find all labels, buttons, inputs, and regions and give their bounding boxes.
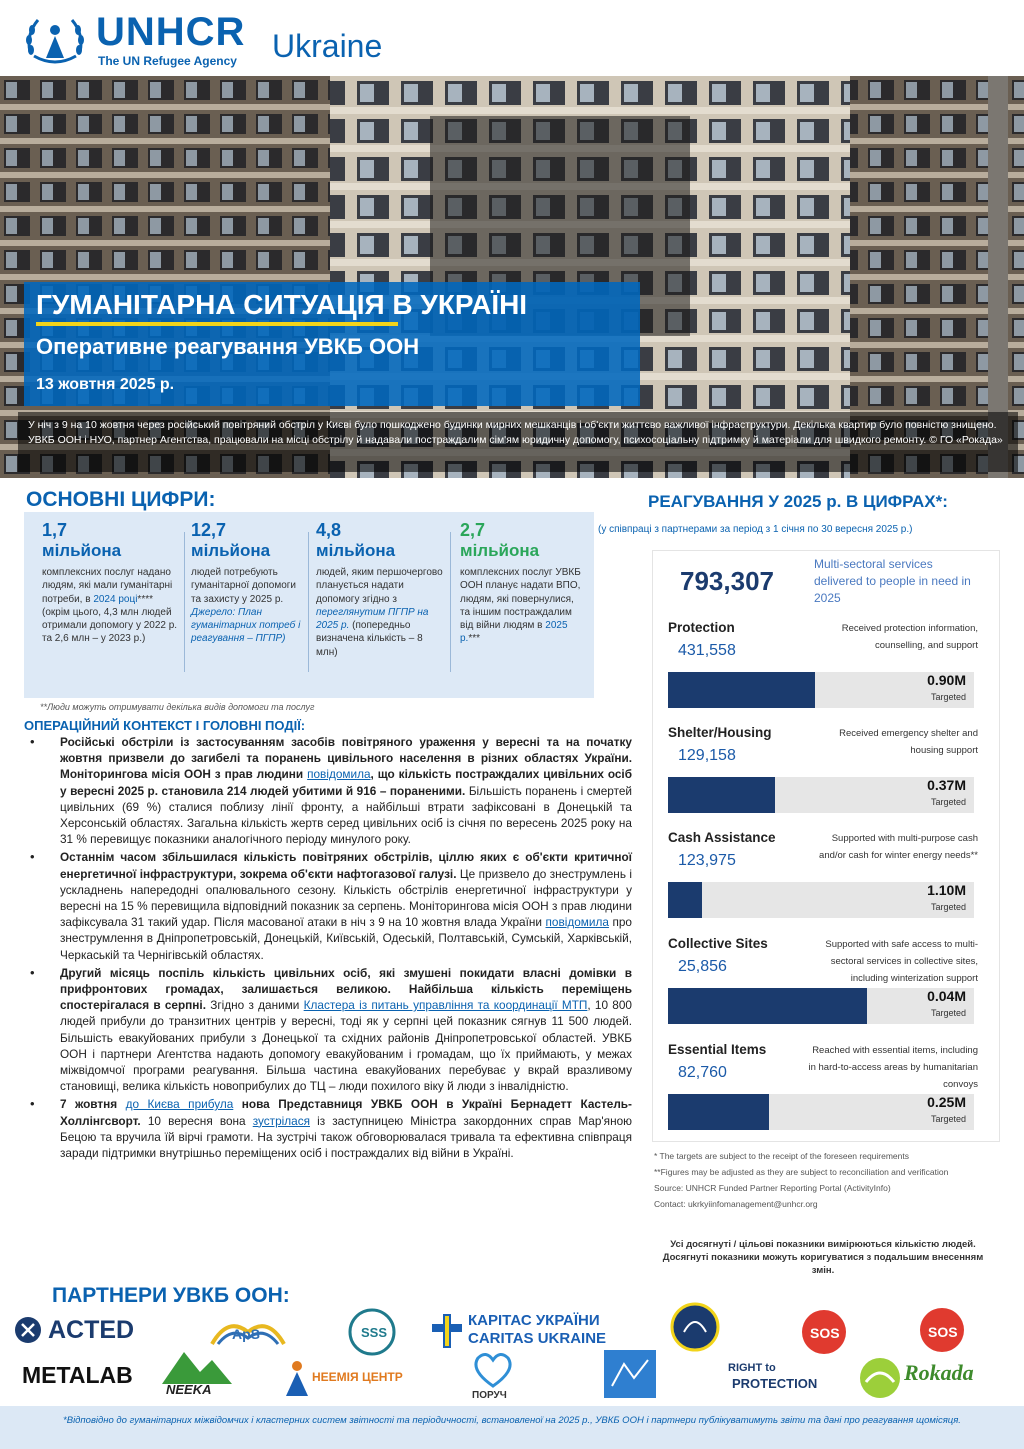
report-date: 13 жовтня 2025 р. [36, 376, 175, 393]
desc-text: комплексних послуг надано людям, які мали гуманітарні потреби, в [42, 567, 173, 605]
sector-value: 129,158 [678, 747, 736, 764]
partner-sos-2: SOS [928, 1324, 958, 1340]
bold-text: нова Представниця УВКБ ООН в Україні Бернадетт Кастель-Холлінгсворт. [60, 1097, 632, 1128]
link[interactable]: до Києва прибула [125, 1097, 234, 1112]
sector-essential-items [668, 1042, 978, 1134]
key-figure-unit: мільйона [191, 541, 271, 560]
target-label: Targeted [930, 1114, 966, 1124]
key-figure-unit: мільйона [42, 541, 122, 560]
desc-text: людей потребують гуманітарної допомоги та захисту у 2025 р. [191, 567, 296, 605]
partner-round-logo-icon [670, 1302, 720, 1352]
bold-text: , що кількість постраждалих цивільних осіб у вересні 2025 р. становила 214 людей убитими й 916 – пораненими. [60, 767, 633, 798]
key-figure-number: 1,7 [42, 520, 68, 540]
acted-icon [14, 1316, 42, 1344]
desc-link[interactable]: 2024 році [93, 593, 138, 605]
key-figure-unit: мільйона [460, 541, 540, 560]
response-subtitle: (у співпраці з партнерами за період з 1 січня по 30 вересня 2025 р.) [598, 524, 913, 535]
target-label: Targeted [930, 902, 966, 912]
partner-caritas-ua: КАРІТАС УКРАЇНИ [468, 1312, 600, 1329]
sector-note: Received protection information, counselling, and support [841, 623, 978, 651]
partner-sos: SOS [810, 1325, 840, 1341]
divider [308, 532, 309, 672]
link[interactable]: Кластера із питань управління та координації МТП [303, 998, 588, 1013]
footer [0, 1406, 1024, 1449]
target-label: Targeted [930, 797, 966, 807]
partner-metalab: METALAB [22, 1362, 133, 1388]
sector-note: Received emergency shelter and housing support [839, 728, 978, 756]
brand-tagline: The UN Refugee Agency [98, 54, 237, 68]
context-title: ОПЕРАЦІЙНИЙ КОНТЕКСТ І ГОЛОВНІ ПОДІЇ: [24, 718, 306, 733]
key-figures-title: ОСНОВНІ ЦИФРИ: [26, 488, 216, 511]
caritas-cross-icon [432, 1314, 462, 1348]
contact-link[interactable]: Contact: ukrkyiinfomanagement@unhcr.org [654, 1199, 818, 1209]
sector-note: Reached with essential items, including in hard-to-access areas by humanitarian convoys [808, 1045, 978, 1090]
divider [184, 532, 185, 672]
key-figure-number: 4,8 [316, 520, 342, 540]
link[interactable]: повідомила [545, 915, 609, 930]
sector-value: 25,856 [678, 958, 727, 975]
sector-note: Supported with multi-purpose cash and/or cash for winter energy needs** [819, 833, 978, 861]
key-figure-3 [316, 520, 444, 659]
sector-target: 0.25M [927, 1094, 966, 1110]
sector-name: Shelter/Housing [668, 725, 772, 740]
text: із заступницею Міністра закордонних справ Мар'яною Бецою та вручила їй вірчі грамоти. На зустрічі також обговорювалася тривала та ефективна співпраця заради підтримки внутрішньо переміщених осіб і постраждалих від війни в Україні. [60, 1113, 632, 1161]
divider [450, 532, 451, 672]
partner-blue-logo-icon [604, 1350, 656, 1398]
total-services-label: Multi-sectoral services delivered to people in need in 2025 [814, 557, 971, 605]
sector-collective-sites [668, 936, 978, 1028]
unhcr-logo-icon [24, 12, 86, 70]
text: про знеструмлення в Дніпропетровській, Донецькій, Київській, Одеській, Полтавській, Сумській, Харківській, Черкаській та Чернігівській областях. [60, 915, 632, 962]
link[interactable]: повідомила [307, 767, 371, 782]
partner-poruch: ПОРУЧ [472, 1390, 507, 1401]
poruch-heart-icon [468, 1350, 518, 1390]
sector-target: 0.37M [927, 777, 966, 793]
desc-link[interactable]: 2025 р. [460, 620, 568, 645]
progress-fill [668, 1094, 769, 1130]
key-figure-number: 12,7 [191, 520, 227, 540]
partner-nehemia: НЕЕМІЯ ЦЕНТР [312, 1370, 403, 1384]
rokada-logo-icon [858, 1356, 902, 1400]
key-figure-unit: мільйона [316, 541, 396, 560]
text: 10 вересня вона [140, 1113, 253, 1128]
key-figure-1 [42, 520, 178, 646]
sector-note: Supported with safe access to multi-sectoral services in collective sites, including winterization support [825, 939, 978, 984]
progress-fill [668, 777, 775, 813]
bold-text: 7 жовтня [60, 1097, 126, 1112]
response-notes [654, 1148, 1000, 1212]
bold-text: Останнім часом збільшилася кількість повітряних обстрілів, ціллю яких є об'єкти критичної енергетичної інфраструктури, зокрема об'єкти нафтогазової галузі. [60, 850, 632, 881]
bold-text: Російські обстріли із застосуванням засобів повітряного ураження у вересні та на початку жовтня призвели до загибелі та поранень цивільного населення в різних областях України. Моніторингова місія ООН з прав людини [60, 735, 632, 782]
progress-fill [668, 672, 815, 708]
nehemia-figure-icon [282, 1360, 312, 1396]
sector-cash [668, 830, 978, 922]
sector-name: Collective Sites [668, 936, 768, 951]
list-item [26, 965, 632, 1095]
key-figure-desc [191, 566, 303, 646]
text: Це призвело до знеструмлень і ускладнень напередодні опалювального сезону. Кількість обстрілів енергетичної інфраструктури у вересні на 15 % перевищила відповідний показник за серпень. Моніторингова місія ООН з прав людини зафіксувала 31 такий удар. Після масованої атаки в ніч з 9 на 10 жовтня влада України [60, 866, 633, 930]
partner-caritas-en: CARITAS UKRAINE [468, 1330, 607, 1347]
key-figure-desc [460, 566, 586, 646]
progress-fill [668, 988, 867, 1024]
sector-value: 431,558 [678, 642, 736, 659]
neeka-mountains-icon [160, 1346, 234, 1386]
key-figure-2 [191, 520, 303, 646]
list-item [26, 1096, 632, 1161]
page-title: ГУМАНІТАРНА СИТУАЦІЯ В УКРАЇНІ [36, 289, 528, 320]
partner-acted: ACTED [48, 1316, 135, 1344]
adjustment-note: Усі досягнуті / цільові показники вимірюються кількістю людей. Досягнуті показники можуть коригуватися з подальшим внесенням змін. [662, 1239, 984, 1276]
desc-text: (попередньо визначена кількість – 8 млн) [316, 620, 423, 658]
brand-name: UNHCR [96, 10, 246, 54]
list-item [26, 849, 632, 962]
desc-text: **** (окрім цього, 4,3 млн людей отримали допомогу у 2022 р. та 2,6 млн – у 2023 р.) [42, 593, 178, 645]
sector-target: 0.04M [927, 988, 966, 1004]
text: Згідно з даними [205, 998, 304, 1013]
desc-text: *** [468, 633, 481, 645]
partners-title: ПАРТНЕРИ УВКБ ООН: [52, 1284, 290, 1307]
partner-sss: SSS [361, 1325, 388, 1340]
progress-fill [668, 882, 702, 918]
country-name: Ukraine [272, 28, 383, 64]
partner-aps: ApS [232, 1326, 260, 1342]
key-figure-desc [316, 566, 444, 659]
key-figure-desc [42, 566, 178, 646]
sector-shelter [668, 725, 978, 817]
title-underline [36, 322, 398, 326]
sector-name: Protection [668, 620, 735, 635]
sector-value: 82,760 [678, 1064, 727, 1081]
desc-link[interactable]: переглянутим ПГПР на 2025 р. [316, 606, 429, 632]
sector-name: Essential Items [668, 1042, 767, 1057]
text: , 10 800 людей прибули до транзитних центрів у вересні, тоді як у серпні цей показник сягнув 11 500 людей. Більшість евакуйованих прибули з Донецької та східних районів Дніпропетровської областей. УВКБ ООН і партнери Агентства надають допомогу евакуйованим і громадам, що їх приймають, у межах міжвідомчої програми реагування. Більша частина евакуйованих перебуває у вкрай вразливому становищі, велика кількість новоприбулих до ТЦ – люди похилого віку й люди з інвалідністю. [60, 998, 632, 1094]
desc-text: комплексних послуг УВКБ ООН планує надати ВПО, людям, які повернулися, та іншим постраждалим від війни людям в [460, 567, 581, 632]
key-figures-footnote: **Люди можуть отримувати декілька видів допомоги та послуг [40, 702, 315, 712]
total-services: 793,307 [680, 566, 774, 596]
photo-caption: У ніч з 9 на 10 жовтня через російський повітряний обстріл у Києві було пошкоджено будинки мирних мешканців і об'єкти життєво важливої інфраструктури. Декілька квартир було повністю знищено. УВКБ ООН і НУО, партнер Агентства, працювали на місці обстрілу й надавали постраждалим сім'ям юридичну допомогу, психосоціальну підтримку й матеріали для швидкого ремонту. © ГО «Рокада» [18, 412, 1018, 472]
key-figure-4 [460, 520, 586, 646]
note-line: **Figures may be adjusted as they are subject to reconciliation and verification [654, 1167, 949, 1177]
partner-rtp-1: RIGHT to [728, 1362, 776, 1374]
note-line: Source: UNHCR Funded Partner Reporting Portal (ActivityInfo) [654, 1183, 891, 1193]
partner-neeka: NEEKA [166, 1382, 212, 1397]
context-body [26, 734, 632, 1163]
bold-text: Другий місяць поспіль кількість цивільних осіб, які змушені покидати власні домівки в прифронтових громадах, залишається великою. Найбільша кількість переміщень спостерігалася в серпні. [60, 965, 632, 1013]
partner-rokada: Rokada [904, 1360, 974, 1385]
list-item [26, 734, 632, 847]
sector-target: 1.10M [927, 882, 966, 898]
key-figure-number: 2,7 [460, 520, 486, 540]
note-line: * The targets are subject to the receipt of the foreseen requirements [654, 1151, 909, 1161]
sector-value: 123,975 [678, 852, 736, 869]
footer-note: *Відповідно до гуманітарних міжвідомчих і кластерних систем звітності та періодичності, встановленої на 2025 р., УВКБ ООН і партнери публікуватимуть звіти та дані про реагування щомісяця. [63, 1415, 961, 1426]
desc-text: людей, яким першочергово планується надати допомогу згідно з [316, 567, 443, 605]
target-label: Targeted [930, 692, 966, 702]
sector-target: 0.90M [927, 672, 966, 688]
desc-link[interactable]: Джерело: План гуманітарних потреб і реагування – ПГПР) [191, 606, 301, 645]
sector-protection [668, 620, 978, 712]
header [0, 0, 1024, 76]
page-subtitle: Оперативне реагування УВКБ ООН [36, 334, 420, 359]
target-label: Targeted [930, 1008, 966, 1018]
partner-rtp-2: PROTECTION [732, 1376, 818, 1391]
text: Більшість поранень і смертей цивільних (69 %) сталися поблизу лінії фронту, а найбільші втрати зафіксовані в Донецькій та Херсонській областях. Загальна кількість жертв серед цивільних осіб із січня по вересень 2025 року на 31 % перевищує показники аналогічного періоду минулого року. [60, 783, 632, 847]
sector-name: Cash Assistance [668, 830, 776, 845]
response-title: РЕАГУВАННЯ У 2025 р. В ЦИФРАХ*: [648, 492, 948, 511]
link[interactable]: зустрілася [252, 1113, 310, 1128]
